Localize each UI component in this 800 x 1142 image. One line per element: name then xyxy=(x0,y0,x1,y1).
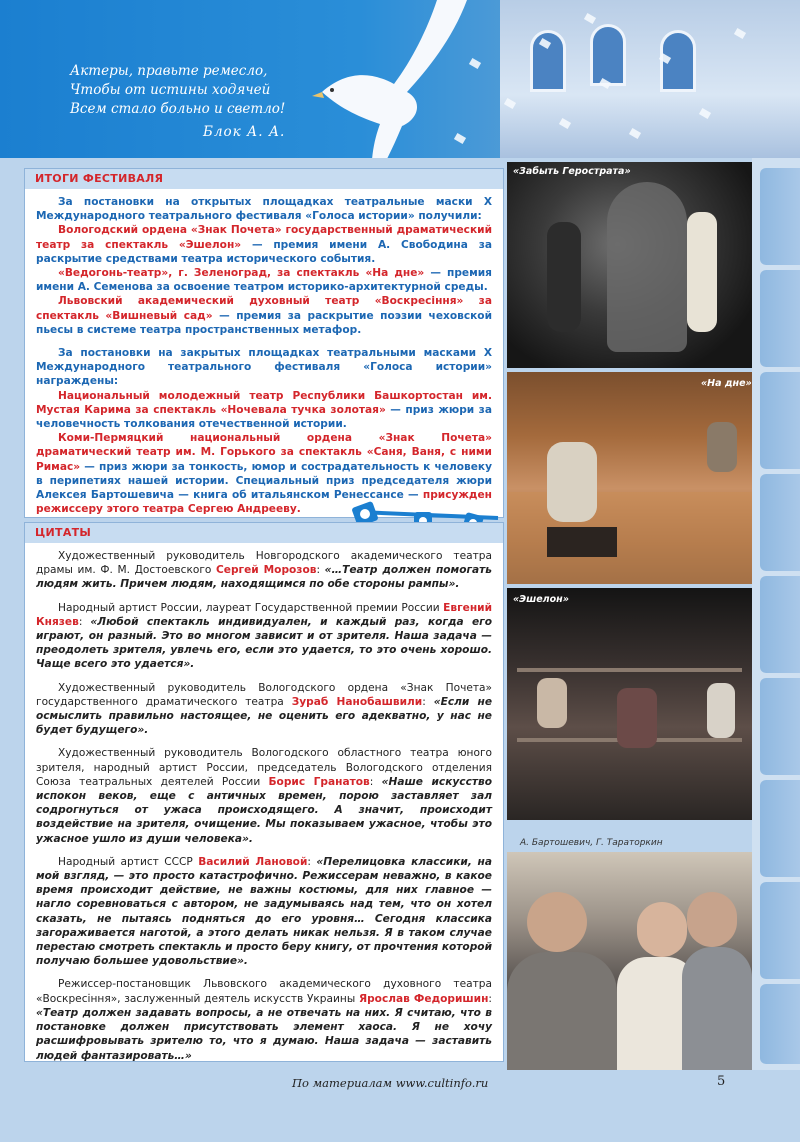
results-body xyxy=(25,189,503,516)
award-winner: Национальный молодежный театр Республики Башкортостан им. Мустая Карима за спектакль «Ночевала тучка золотая» xyxy=(36,389,492,416)
quote: Художественный руководитель Вологодского областного театра юного зрителя, народный артист России, председатель Вологодского отделения Союза театральных деятелей России Борис Гранатов: «Наше искусство испокон веков, еще с античных времен, порою заставляет зал содрогнуться от ужаса происходящего. А значит, происходит воздействие на зрителя, очищение. Мы показываем ужасное, чтобы это ужасное ушло из души человека». xyxy=(36,747,492,845)
dove-icon xyxy=(302,0,472,158)
quote-speaker-info: Народный артист России, лауреат Государственной премии России xyxy=(58,601,444,614)
results-panel xyxy=(24,168,504,518)
side-tab xyxy=(760,168,800,265)
side-tab xyxy=(760,270,800,367)
side-tab xyxy=(760,678,800,775)
award-winner: Львовский академический духовный театр «Воскресіння» за спектакль «Вишневый сад» xyxy=(36,295,492,322)
side-tab xyxy=(760,882,800,979)
epigraph-line: Чтобы от истины ходячей xyxy=(70,82,271,98)
special-prize: присужден режиссеру этого театра Сергею Андрееву. xyxy=(36,489,492,516)
award xyxy=(36,223,492,266)
photo-caption: «На дне» xyxy=(701,378,752,389)
epigraph xyxy=(70,62,285,142)
open-intro: За постановки на открытых площадках театральные маски X Международного театрального фестиваля «Голоса истории» получили: xyxy=(36,196,492,223)
quote-speaker: Зураб Нанобашвили xyxy=(291,695,423,708)
award-text: — приз жюри за тонкость, юмор и сострадательность к человеку в перипетиях нашей истории. Специальный приз председателя жюри Алексея Бартошевича — книга об итальянском Ренессансе — xyxy=(36,460,492,502)
quote-text: «Театр должен задавать вопросы, а не отвечать на них. Я считаю, что в постановке должен присутствовать элемент хаоса. Я не хочу расшифровывать зрителю то, что я думаю. Наша задача — заставить людей фантазировать…» xyxy=(36,1006,492,1062)
photo-na-dne xyxy=(507,372,752,584)
side-tab xyxy=(760,576,800,673)
side-tab xyxy=(760,780,800,877)
award xyxy=(36,389,492,432)
award-winner: Вологодский ордена «Знак Почета» государственный драматический театр за спектакль «Эшелон» xyxy=(36,224,492,251)
award-text: — премия имени А. Семенова за освоение театром историко-архитектурной среды. xyxy=(36,267,492,294)
side-tab xyxy=(760,984,800,1064)
quote: Народный артист России, лауреат Государственной премии России Евгений Князев: «Любой спектакль индивидуален, и каждый раз, когда его играют, он разный. Это во многом зависит и от зрителя. Наша задача — преодолеть зрителя, увлечь его, если это удается, то это очень хорошо. Чаще всего это удается». xyxy=(36,601,492,671)
page-number: 5 xyxy=(717,1074,726,1089)
side-tab xyxy=(760,372,800,469)
quote-speaker: Василий Лановой xyxy=(198,855,308,868)
award xyxy=(36,294,492,337)
results-heading: ИТОГИ ФЕСТИВАЛЯ xyxy=(25,169,503,189)
quote-speaker-info: Режиссер-постановщик Львовского академического духовного театра «Воскресіння», заслуженный деятель искусств Украины xyxy=(36,978,492,1005)
quote: Художественный руководитель Новгородского академического театра драмы им. Ф. М. Достоевского Сергей Морозов: «…Театр должен помогать людям жить. Причем людям, находящимся по обе стороны рампы». xyxy=(36,550,492,591)
quote-speaker: Борис Гранатов xyxy=(268,775,370,788)
epigraph-line: Всем стало больно и светло! xyxy=(70,101,286,117)
photo-audience xyxy=(507,852,752,1070)
quote-text: «…Театр должен помогать людям жить. Причем людям, находящимся по обе стороны рампы». xyxy=(36,564,492,591)
source-note: По материалам www.cultinfo.ru xyxy=(292,1076,489,1090)
award-text: — приз жюри за человечность толкования отечественной истории. xyxy=(36,403,492,431)
church-facade-image xyxy=(500,0,800,158)
quote-text: «Наше искусство испокон веков, еще с античных времен, порою заставляет зал содрогнуться от ужаса происходящего. А значит, происходит воздействие на зрителя, очищение. Мы показываем ужасное, чтобы это ужасное ушло из души человека». xyxy=(36,775,492,845)
photo-eshelon xyxy=(507,588,752,820)
header-banner xyxy=(0,0,800,158)
quotes-heading: ЦИТАТЫ xyxy=(25,523,503,543)
photo-caption: «Эшелон» xyxy=(513,594,569,605)
quotes-body xyxy=(25,543,503,1063)
quote-text: «Если не осмыслить правильно настоящее, не оценить его адекватно, у нас не будет будущего». xyxy=(36,695,493,737)
quote-speaker: Евгений Князев xyxy=(36,601,492,628)
award xyxy=(36,266,492,294)
quote: Художественный руководитель Вологодского ордена «Знак Почета» государственного драматического театра Зураб Нанобашвили: «Если не осмыслить правильно настоящее, не оценить его адекватно, у нас не будет будущего». xyxy=(36,681,493,737)
award-winner: Коми-Пермяцкий национальный ордена «Знак Почета» драматический театр им. М. Горького за спектакль «Саня, Ваня, с ними Римас» xyxy=(36,432,492,473)
quotes-panel xyxy=(24,522,504,1062)
quote-speaker-info: Художественный руководитель Вологодского областного театра юного зрителя, народный артист России, председатель Вологодского отделения Союза театральных деятелей России xyxy=(36,747,492,788)
quote: Режиссер-постановщик Львовского академического духовного театра «Воскресіння», заслуженный деятель искусств Украины Ярослав Федоришин: «Театр должен задавать вопросы, а не отвечать на них. Я считаю, что в постановке должен присутствовать элемент хаоса. Я не хочу расшифровывать зрителю то, что я думаю. Наша задача — заставить людей фантазировать…» xyxy=(36,978,492,1062)
photo-caption: А. Бартошевич, Г. Тараторкин xyxy=(520,838,663,848)
closed-intro: За постановки на закрытых площадках театральными масками X Международного театрального фестиваля «Голоса истории» награждены: xyxy=(36,347,492,388)
photo-zabyt-gerostrata xyxy=(507,162,752,368)
photo-caption: «Забыть Герострата» xyxy=(513,166,631,177)
award-text: — премия за раскрытие поэзии чеховской пьесы в системе театра пространственных метафор. xyxy=(36,309,492,336)
quote: Народный артист СССР Василий Лановой: «Перелицовка классики, на мой взгляд, — это просто катастрофично. Режиссерам неважно, в какое время происходит действие, не важны костюмы, для них главное — нагло соревноваться с автором, не задумываясь над тем, что он хотел сказать, не пытаясь подняться до его уровня… Сегодня классика загораживается наготой, а этого делать никак нельзя. Я в таком случае перестаю смотреть спектакль и просто беру книгу, от прочтения которой получаю большее удовольствие». xyxy=(36,855,493,968)
quote-speaker-info: Народный артист СССР xyxy=(58,855,199,868)
side-tab xyxy=(760,474,800,571)
award-winner: «Ведогонь-театр», г. Зеленоград, за спектакль «На дне» xyxy=(58,267,425,280)
epigraph-author: Блок А. А. xyxy=(203,124,286,140)
quote-speaker-info: Художественный руководитель Вологодского ордена «Знак Почета» государственного драматического театра xyxy=(36,681,492,708)
quote-text: «Перелицовка классики, на мой взгляд, — это просто катастрофично. Режиссерам неважно, в какое время происходит действие, не важны костюмы, для них главное — нагло соревноваться с автором, не задумываясь над тем, что он хотел сказать, не пытаясь подняться до его уровня… Сегодня классика загораживается наготой, а этого делать никак нельзя. Я в таком случае перестаю смотреть спектакль и просто беру книгу, от прочтения которой получаю большее удовольствие». xyxy=(36,855,493,968)
epigraph-line: Актеры, правьте ремесло, xyxy=(70,63,268,79)
quote-speaker: Ярослав Федоришин xyxy=(358,992,489,1005)
quote-speaker: Сергей Морозов xyxy=(216,564,317,577)
award-text: — премия имени А. Свободина за раскрытие средствами театра исторического события. xyxy=(36,238,493,265)
quote-speaker-info: Художественный руководитель Новгородского академического театра драмы им. Ф. М. Достоевского xyxy=(36,550,492,577)
quote-text: «Любой спектакль индивидуален, и каждый раз, когда его играют, он разный. Это во многом зависит и от зрителя. Наша задача — преодолеть зрителя, увлечь его, если это удается, то это очень хорошо. Чаще всего это удается». xyxy=(36,615,492,671)
